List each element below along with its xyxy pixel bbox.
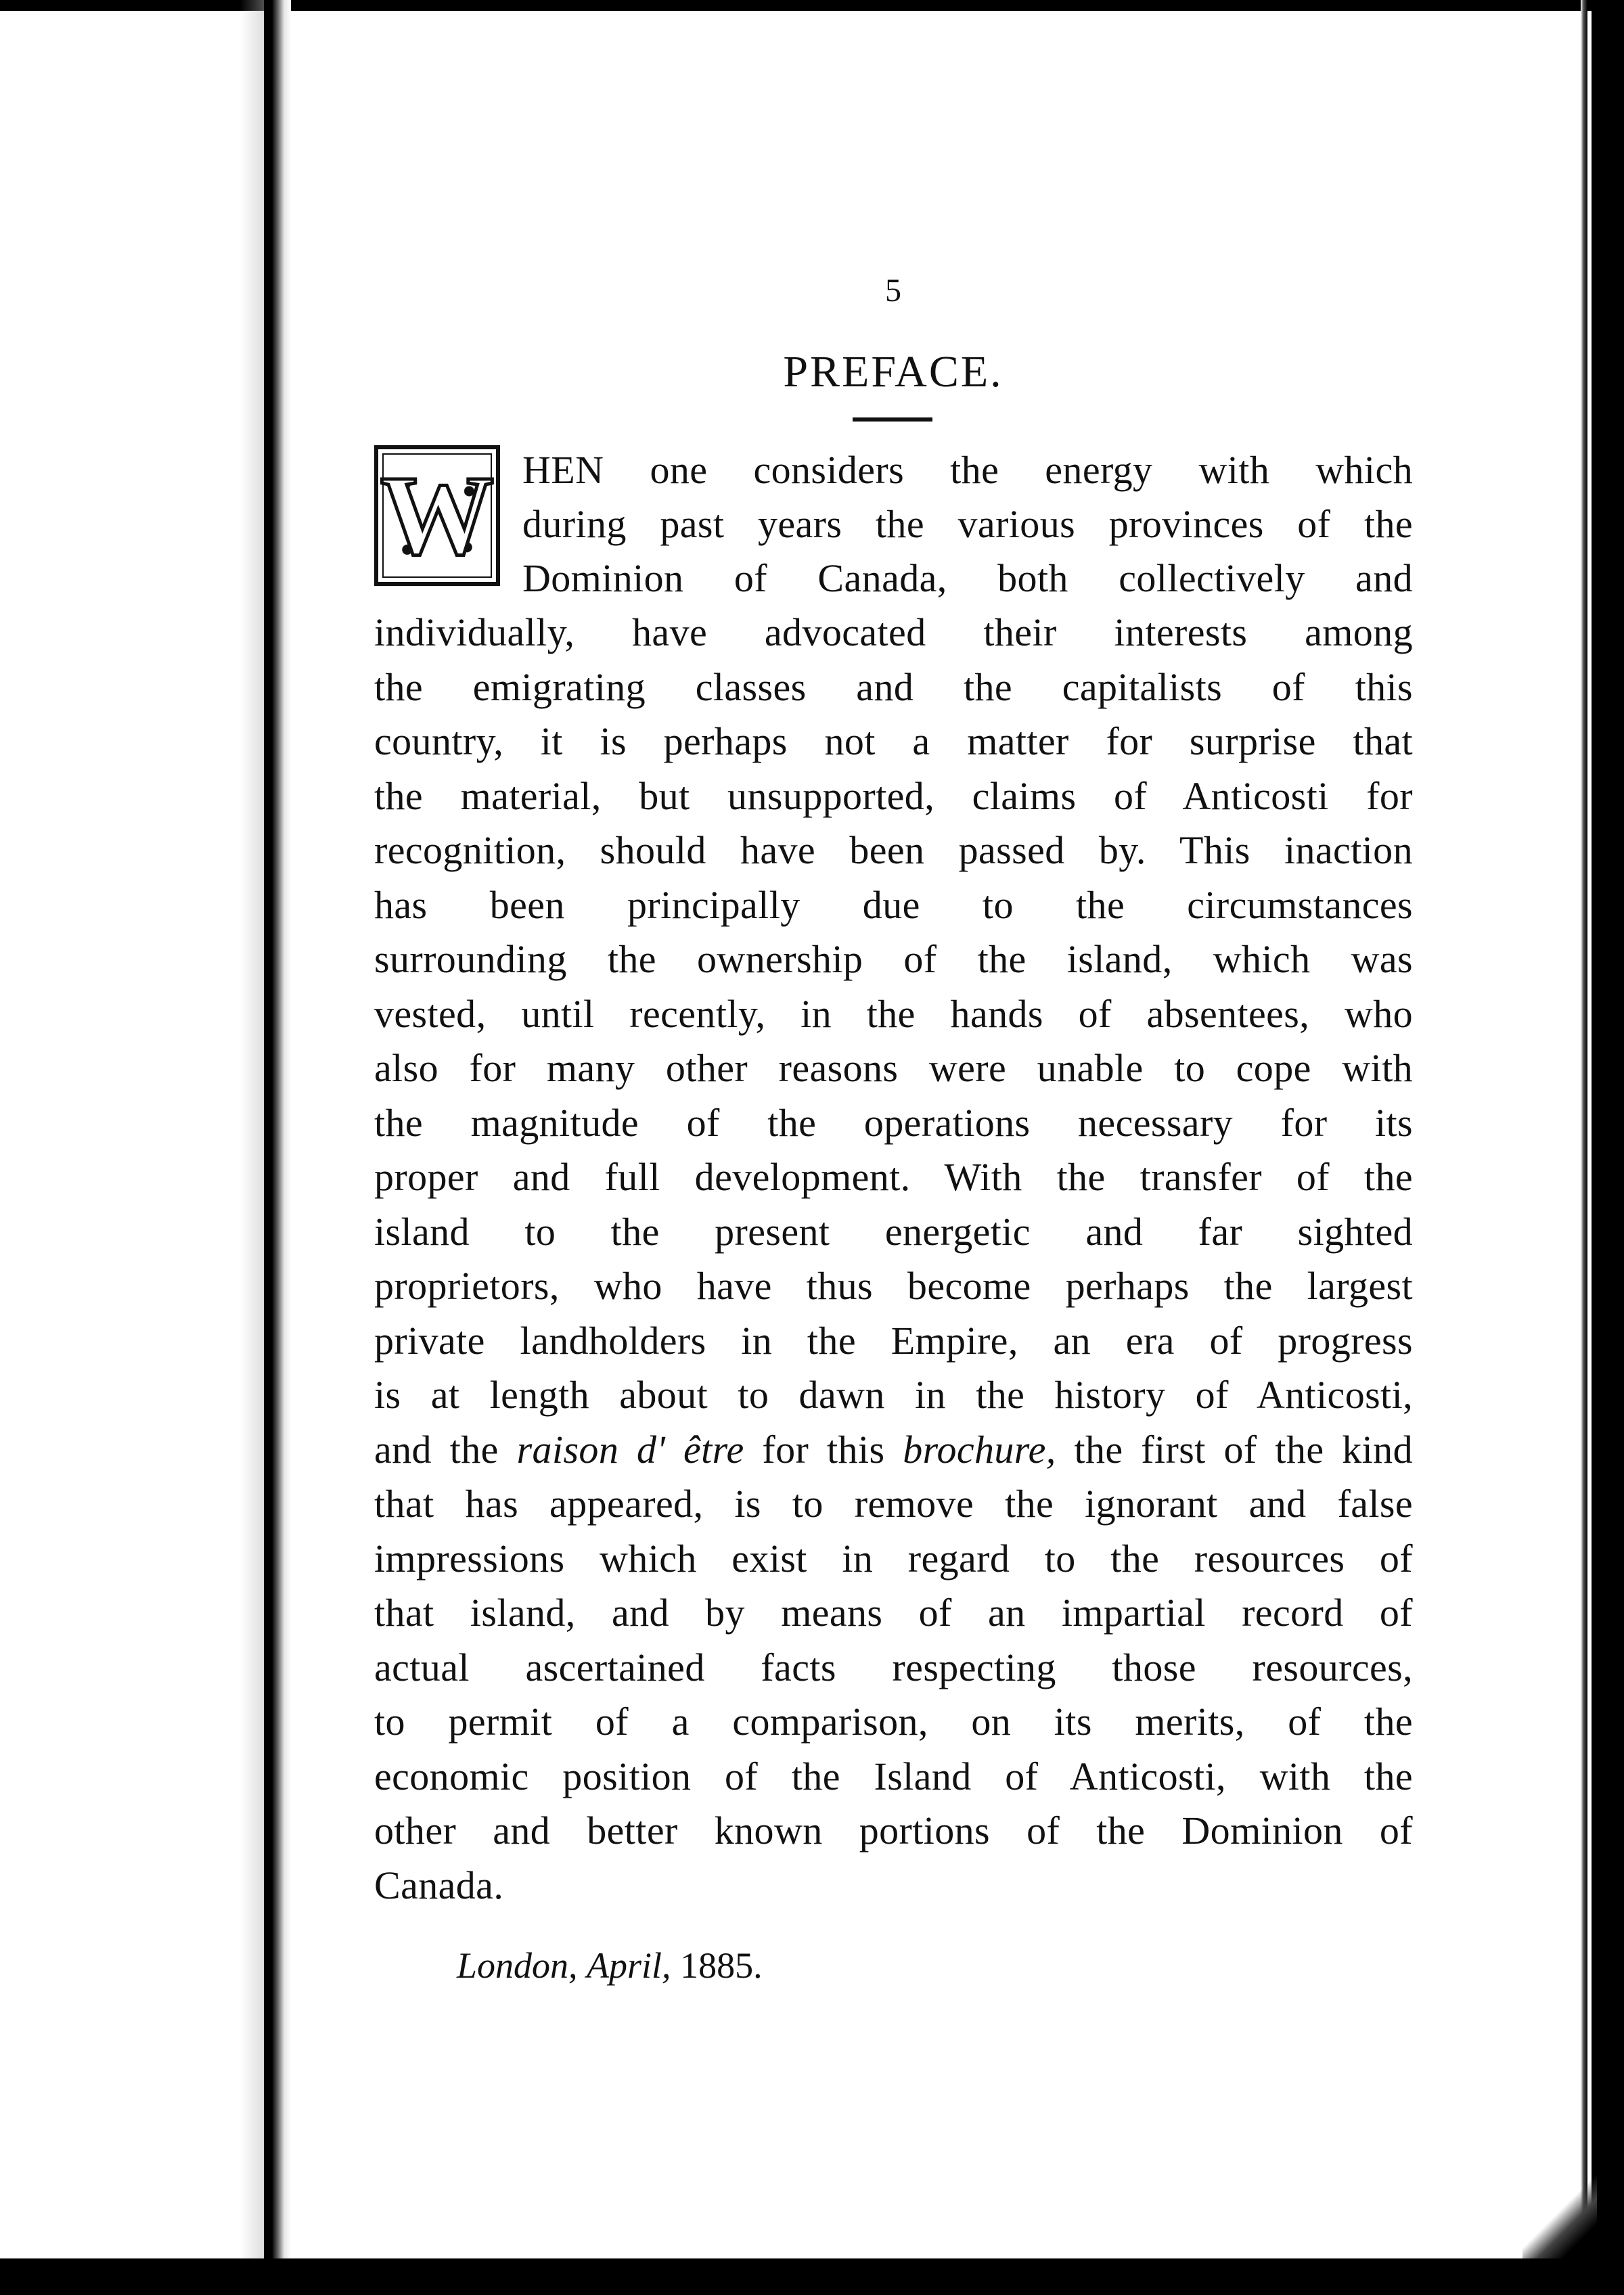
page-number: 5 <box>885 273 901 309</box>
page-title: PREFACE. <box>783 347 1003 396</box>
signature-place: London, <box>457 1945 578 1986</box>
text-line: proprietors, who have thus become perhaps the largest <box>374 1264 1413 1308</box>
text-line: to permit of a comparison, on its merits, of the <box>374 1700 1413 1744</box>
text-line: economic position of the Island of Anticosti, with the <box>374 1754 1413 1798</box>
text-line: that has appeared, is to remove the ignorant and false <box>374 1482 1413 1526</box>
text-line-last: Canada. <box>374 1863 504 1907</box>
text-line: Dominion of Canada, both collectively and <box>522 556 1413 600</box>
italic-phrase: raison d' être <box>516 1428 744 1472</box>
italic-phrase: brochure, <box>903 1428 1056 1472</box>
page-corner-curl <box>1522 2172 1597 2267</box>
signature-year: 1885. <box>680 1945 763 1986</box>
text-line: surrounding the ownership of the island, which was <box>374 937 1413 981</box>
text-line: country, it is perhaps not a matter for surprise that <box>374 719 1413 763</box>
text-line: is at length about to dawn in the history of Anticosti, <box>374 1373 1413 1417</box>
text-line: vested, until recently, in the hands of absentees, who <box>374 992 1413 1036</box>
scan-border-bottom <box>0 2258 1624 2295</box>
book-gutter <box>264 0 291 2295</box>
drop-cap-letter: W <box>380 453 494 578</box>
text-line: that island, and by means of an impartial record of <box>374 1591 1413 1635</box>
text-line: the magnitude of the operations necessary for its <box>374 1101 1413 1145</box>
signature-line <box>457 1942 1066 1989</box>
text-line: proper and full development. With the transfer of the <box>374 1155 1413 1199</box>
text-line: island to the present energetic and far sighted <box>374 1210 1413 1254</box>
scan-border-right <box>1592 0 1624 2295</box>
text-line: actual ascertained facts respecting those resources, <box>374 1645 1413 1689</box>
text-line: during past years the various provinces of the <box>522 502 1413 546</box>
text-run: for this <box>744 1428 903 1472</box>
text-line: HEN one considers the energy with which <box>522 448 1413 492</box>
gutter-shadow <box>240 0 267 2295</box>
text-line: recognition, should have been passed by. This inaction <box>374 828 1413 872</box>
drop-cap-ornament <box>374 445 500 586</box>
text-line: other and better known portions of the Dominion of <box>374 1809 1413 1853</box>
text-line: private landholders in the Empire, an era of progress <box>374 1319 1413 1363</box>
page-edge-shadow <box>1581 0 1587 2295</box>
text-run: the first of the kind <box>1056 1428 1413 1472</box>
text-run: and the <box>374 1428 517 1472</box>
text-line: the material, but unsupported, claims of Anticosti for <box>374 774 1413 818</box>
text-line <box>374 1426 1413 1474</box>
text-line: impressions which exist in regard to the resources of <box>374 1537 1413 1581</box>
text-line: also for many other reasons were unable to cope with <box>374 1046 1413 1090</box>
text-line: individually, have advocated their interests among <box>374 610 1413 654</box>
text-line: has been principally due to the circumstances <box>374 883 1413 927</box>
signature-month: April, <box>587 1945 671 1986</box>
text-line: the emigrating classes and the capitalists of this <box>374 665 1413 709</box>
title-rule <box>853 417 932 422</box>
